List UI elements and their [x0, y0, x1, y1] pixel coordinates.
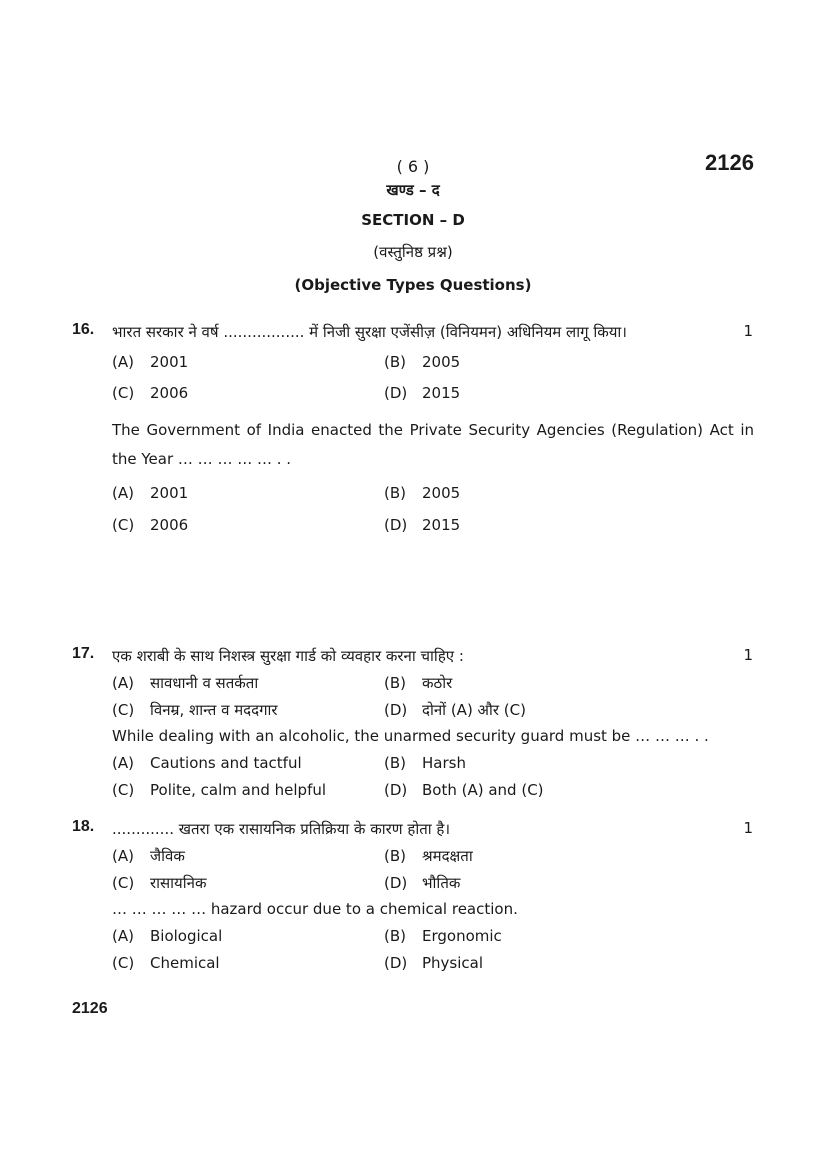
question-marks: 1	[743, 646, 753, 664]
option-text: 2015	[422, 384, 461, 402]
option	[384, 484, 460, 502]
option	[384, 353, 460, 371]
option-label: (A)	[112, 674, 134, 692]
option	[384, 516, 460, 534]
option-label: (D)	[384, 874, 408, 892]
option	[112, 927, 222, 945]
option	[112, 516, 188, 534]
option-text: भौतिक	[422, 874, 461, 892]
question-text-hindi: एक शराबी के साथ निशस्त्र सुरक्षा गार्ड को व्यवहार करना चाहिए :	[112, 647, 464, 665]
option-text: 2001	[150, 353, 189, 371]
option-label: (A)	[112, 353, 134, 371]
page-number: ( 6 )	[396, 157, 430, 176]
option	[112, 353, 188, 371]
option-label: (A)	[112, 847, 134, 865]
option-text: 2006	[150, 516, 189, 534]
option-text: 2006	[150, 384, 189, 402]
option-text: कठोर	[422, 674, 453, 692]
option-text: जैविक	[150, 847, 185, 865]
option	[112, 484, 188, 502]
option-label: (B)	[384, 484, 406, 502]
option-text: Polite, calm and helpful	[150, 781, 327, 799]
question-text-hindi: ............. खतरा एक रासायनिक प्रतिक्रिया के कारण होता है।	[112, 820, 451, 838]
option	[112, 700, 278, 720]
option-label: (B)	[384, 927, 406, 945]
footer-paper-code: 2126	[72, 1000, 108, 1017]
option	[384, 700, 526, 720]
paper-code: 2126	[705, 150, 754, 175]
option	[384, 954, 483, 972]
option	[112, 673, 258, 693]
option-label: (D)	[384, 516, 408, 534]
option-text: 2005	[422, 484, 461, 502]
option-label: (D)	[384, 384, 408, 402]
option-label: (D)	[384, 781, 408, 799]
question-text-hindi: भारत सरकार ने वर्ष ................. में निजी सुरक्षा एजेंसीज़ (विनियमन) अधिनियम लागू किया।	[112, 323, 627, 341]
question-text: The Government of India enacted the Private Security Agencies (Regulation) Act in the Year … … … … … . .	[112, 421, 754, 468]
option-label: (C)	[112, 781, 135, 799]
option-label: (C)	[112, 701, 135, 719]
option-text: Biological	[150, 927, 223, 945]
question-marks: 1	[743, 322, 753, 340]
option-label: (C)	[112, 384, 135, 402]
option-label: (A)	[112, 484, 134, 502]
option	[112, 954, 220, 972]
question-number: 16.	[72, 321, 95, 338]
option-text: Harsh	[422, 754, 466, 772]
option-text: श्रमदक्षता	[422, 847, 473, 865]
option	[112, 873, 206, 893]
option	[384, 927, 502, 945]
option-text: Both (A) and (C)	[422, 781, 544, 799]
option-label: (D)	[384, 701, 408, 719]
option-label: (C)	[112, 516, 135, 534]
option-text: Ergonomic	[422, 927, 502, 945]
option-text: Chemical	[150, 954, 220, 972]
question-number: 17.	[72, 645, 95, 662]
question-text: … … … … … hazard occur due to a chemical reaction.	[112, 900, 518, 918]
option	[384, 781, 544, 799]
option	[384, 846, 473, 866]
option-label: (C)	[112, 954, 135, 972]
option	[384, 754, 466, 772]
question-text: While dealing with an alcoholic, the unarmed security guard must be … … … . .	[112, 727, 709, 745]
option	[112, 781, 326, 799]
option-label: (B)	[384, 847, 406, 865]
option-label: (B)	[384, 754, 406, 772]
question-type-hindi: (वस्तुनिष्ठ प्रश्न)	[373, 243, 453, 261]
option-text: Physical	[422, 954, 484, 972]
option	[112, 384, 188, 402]
option-text: 2005	[422, 353, 461, 371]
option	[112, 754, 302, 772]
option	[384, 673, 452, 693]
option-text: दोनों (A) और (C)	[422, 701, 526, 719]
question-marks: 1	[743, 819, 753, 837]
option-label: (A)	[112, 927, 134, 945]
option-label: (A)	[112, 754, 134, 772]
option-label: (C)	[112, 874, 135, 892]
option-text: विनम्र, शान्त व मददगार	[150, 701, 278, 719]
option-label: (B)	[384, 353, 406, 371]
section-title: SECTION – D	[361, 211, 465, 229]
option-text: सावधानी व सतर्कता	[150, 674, 259, 692]
option-label: (B)	[384, 674, 406, 692]
option	[384, 873, 460, 893]
option-text: 2001	[150, 484, 189, 502]
section-title-hindi: खण्ड – द	[386, 181, 440, 199]
option	[384, 384, 460, 402]
option-text: Cautions and tactful	[150, 754, 302, 772]
question-number: 18.	[72, 818, 95, 835]
option-text: 2015	[422, 516, 461, 534]
question-type: (Objective Types Questions)	[294, 276, 532, 294]
option-text: रासायनिक	[150, 874, 207, 892]
option-label: (D)	[384, 954, 408, 972]
option	[112, 846, 185, 866]
